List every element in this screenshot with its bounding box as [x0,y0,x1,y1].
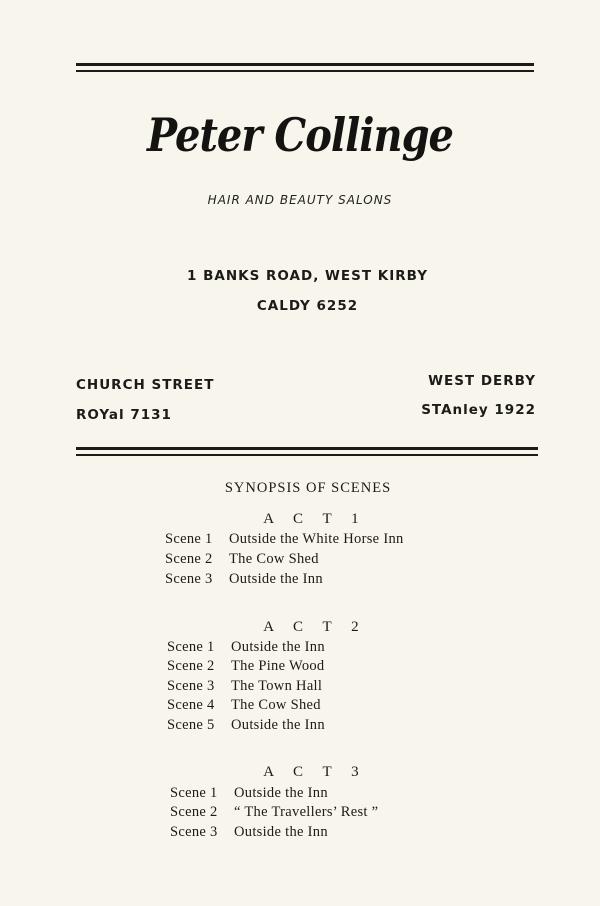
top-double-rule [76,63,534,72]
scene-number: Scene 2 [167,658,215,674]
scene-row [165,551,319,568]
scene-row [165,531,404,548]
scene-row [170,824,328,841]
synopsis-title: SYNOPSIS OF SCENES [224,480,392,496]
scene-place: The Pine Wood [231,658,325,674]
scene-number: Scene 3 [170,824,218,840]
scene-place: Outside the Inn [234,824,328,840]
scene-place: Outside the Inn [231,717,325,733]
scene-number: Scene 1 [165,531,213,547]
scene-place: Outside the White Horse Inn [229,531,404,547]
scene-row [170,804,378,821]
scene-place: Outside the Inn [234,785,328,801]
salon-logo: Peter Collinge [147,108,453,163]
scene-number: Scene 4 [167,697,215,713]
scene-number: Scene 1 [170,785,218,801]
act-1-title: A C T 1 [263,511,367,527]
scene-row [170,785,328,802]
scene-row [167,658,324,675]
scene-number: Scene 1 [167,639,215,655]
scene-row [167,639,325,656]
scene-number: Scene 3 [165,571,213,587]
scene-number: Scene 2 [170,804,218,820]
middle-double-rule [76,447,538,456]
scene-number: Scene 5 [167,717,215,733]
scene-row [165,571,323,588]
scene-place: The Cow Shed [229,551,319,567]
salon-tagline: HAIR AND BEAUTY SALONS [207,193,393,207]
scene-place: Outside the Inn [229,571,323,587]
main-address: 1 BANKS ROAD, WEST KIRBY [187,268,428,284]
scene-place: Outside the Inn [231,639,325,655]
scene-row [167,678,322,695]
act-2-title: A C T 2 [263,619,367,635]
scene-number: Scene 2 [165,551,213,567]
scene-row [167,697,321,714]
scene-place: The Cow Shed [231,697,321,713]
scene-number: Scene 3 [167,678,215,694]
scene-row [167,717,325,734]
main-phone: CALDY 6252 [256,298,359,314]
scene-place: “ The Travellers’ Rest ” [234,804,379,820]
right-branch-name: WEST DERBY [428,373,536,389]
right-branch-phone: STAnley 1922 [421,402,536,418]
act-3-title: A C T 3 [263,764,367,780]
left-branch-phone: ROYal 7131 [76,407,172,423]
scene-place: The Town Hall [231,678,323,694]
left-branch-name: CHURCH STREET [76,377,215,393]
